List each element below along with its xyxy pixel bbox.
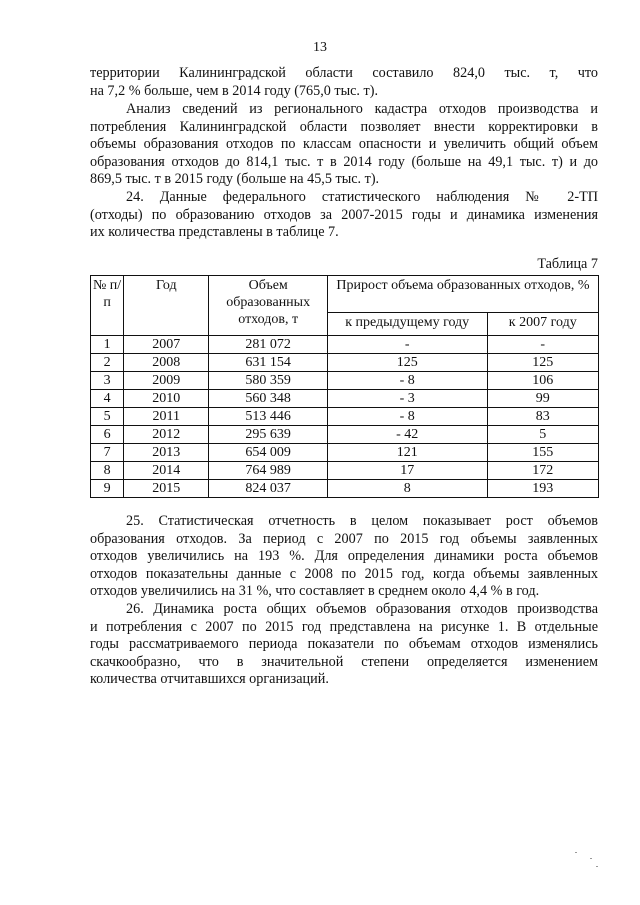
text-line: на 7,2 % больше, чем в 2014 году (765,0 тыс. т). bbox=[90, 82, 378, 99]
header-volume: Объем образованных отходов, т bbox=[209, 276, 327, 336]
text-line: образования отходов. За период с 2007 по 2015 год объемы заявленных bbox=[90, 530, 598, 547]
cell-base: 125 bbox=[487, 354, 598, 372]
cell-year: 2012 bbox=[124, 426, 209, 444]
paragraph-cadastre bbox=[90, 101, 598, 189]
cell-base: 172 bbox=[487, 462, 598, 480]
text-line: и потребления с 2007 по 2015 год представлена на рисунке 1. В отдельные bbox=[90, 618, 598, 635]
cell-num: 7 bbox=[91, 444, 124, 462]
cell-num: 9 bbox=[91, 480, 124, 498]
cell-num: 1 bbox=[91, 336, 124, 354]
cell-base: 106 bbox=[487, 372, 598, 390]
cell-num: 2 bbox=[91, 354, 124, 372]
cell-year: 2007 bbox=[124, 336, 209, 354]
text-line: Анализ сведений из регионального кадастра отходов производства и bbox=[126, 101, 598, 117]
cell-base: 193 bbox=[487, 480, 598, 498]
text-line: (отходы) по образованию отходов за 2007-2015 годы и динамика изменения bbox=[90, 206, 598, 223]
cell-year: 2015 bbox=[124, 480, 209, 498]
text-line: их количества представлены в таблице 7. bbox=[90, 224, 339, 241]
text-line: отходов увеличились на 193 %. Для определения динамики роста объемов bbox=[90, 548, 598, 565]
paragraph-intro bbox=[90, 65, 598, 100]
cell-num: 8 bbox=[91, 462, 124, 480]
table-row bbox=[91, 372, 599, 390]
text-line: 869,5 тыс. т в 2015 году (больше на 45,5 тыс. т). bbox=[90, 171, 380, 188]
text-line: 25. Статистическая отчетность в целом показывает рост объемов bbox=[126, 513, 598, 529]
paragraph-24 bbox=[90, 189, 598, 242]
table-row bbox=[91, 408, 599, 426]
text-line: 26. Динамика роста общих объемов образования отходов производства bbox=[126, 601, 598, 617]
cell-year: 2008 bbox=[124, 354, 209, 372]
cell-base: 5 bbox=[487, 426, 598, 444]
cell-num: 4 bbox=[91, 390, 124, 408]
header-growth: Прирост объема образованных отходов, % bbox=[327, 276, 598, 313]
cell-year: 2011 bbox=[124, 408, 209, 426]
cell-base: 99 bbox=[487, 390, 598, 408]
cell-volume: 764 989 bbox=[209, 462, 327, 480]
text-line: 24. Данные федерального статистического наблюдения № 2-ТП bbox=[126, 189, 598, 205]
header-growth-base: к 2007 году bbox=[487, 313, 598, 336]
scan-speck bbox=[590, 858, 592, 859]
cell-volume: 580 359 bbox=[209, 372, 327, 390]
text-line: отходов показательны данные с 2008 по 2015 год, когда объемы заявленных bbox=[90, 565, 598, 582]
text-line: образования отходов до 814,1 тыс. т в 2014 году (больше на 49,1 тыс. т) и до bbox=[90, 153, 598, 170]
cell-prev: 17 bbox=[327, 462, 487, 480]
page-number: 13 bbox=[313, 40, 327, 55]
cell-prev: 121 bbox=[327, 444, 487, 462]
cell-year: 2014 bbox=[124, 462, 209, 480]
cell-volume: 281 072 bbox=[209, 336, 327, 354]
table-row bbox=[91, 336, 599, 354]
scan-speck bbox=[596, 866, 598, 867]
table-row bbox=[91, 426, 599, 444]
table-row bbox=[91, 390, 599, 408]
table-caption: Таблица 7 bbox=[537, 256, 598, 272]
text-line: объемы образования отходов по классам опасности и увеличить общий объем bbox=[90, 136, 598, 153]
text-line: потребления Калининградской области позволяет внести корректировки в bbox=[90, 118, 598, 135]
cell-base: - bbox=[487, 336, 598, 354]
cell-prev: 125 bbox=[327, 354, 487, 372]
cell-prev: - 8 bbox=[327, 372, 487, 390]
cell-prev: 8 bbox=[327, 480, 487, 498]
cell-prev: - bbox=[327, 336, 487, 354]
header-growth-prev: к предыдущему году bbox=[327, 313, 487, 336]
header-year: Год bbox=[124, 276, 209, 336]
text-line: территории Калининградской области составило 824,0 тыс. т, что bbox=[90, 65, 598, 81]
cell-prev: - 8 bbox=[327, 408, 487, 426]
waste-table bbox=[90, 275, 599, 498]
header-num: № п/п bbox=[91, 276, 124, 336]
table-row bbox=[91, 462, 599, 480]
cell-volume: 560 348 bbox=[209, 390, 327, 408]
cell-year: 2009 bbox=[124, 372, 209, 390]
paragraph-26 bbox=[90, 601, 598, 689]
cell-num: 3 bbox=[91, 372, 124, 390]
scan-speck bbox=[575, 852, 577, 853]
cell-year: 2010 bbox=[124, 390, 209, 408]
cell-prev: - 3 bbox=[327, 390, 487, 408]
cell-volume: 513 446 bbox=[209, 408, 327, 426]
table-row bbox=[91, 444, 599, 462]
text-line: отходов увеличились на 31 %, что составляет в среднем около 4,4 % в год. bbox=[90, 583, 540, 600]
cell-base: 83 bbox=[487, 408, 598, 426]
text-line: скачкообразно, что в значительной степени определяется изменением bbox=[90, 653, 598, 670]
cell-volume: 631 154 bbox=[209, 354, 327, 372]
cell-num: 6 bbox=[91, 426, 124, 444]
text-line: годы рассматриваемого периода показатели по объемам отходов изменялись bbox=[90, 636, 598, 653]
table-row bbox=[91, 480, 599, 498]
cell-volume: 824 037 bbox=[209, 480, 327, 498]
cell-prev: - 42 bbox=[327, 426, 487, 444]
cell-volume: 654 009 bbox=[209, 444, 327, 462]
cell-volume: 295 639 bbox=[209, 426, 327, 444]
cell-num: 5 bbox=[91, 408, 124, 426]
table-row bbox=[91, 354, 599, 372]
cell-base: 155 bbox=[487, 444, 598, 462]
paragraph-25 bbox=[90, 513, 598, 601]
text-line: количества отчитавшихся организаций. bbox=[90, 671, 329, 688]
cell-year: 2013 bbox=[124, 444, 209, 462]
